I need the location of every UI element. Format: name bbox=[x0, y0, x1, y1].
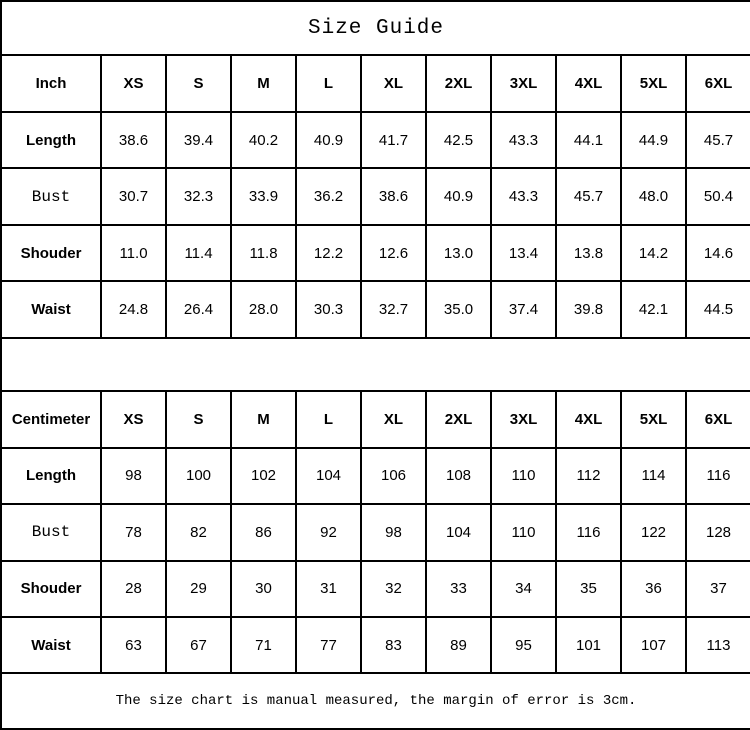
size-value-cell: 37 bbox=[686, 561, 750, 617]
size-value-cell: 14.6 bbox=[686, 225, 750, 281]
size-value-cell: 32 bbox=[361, 561, 426, 617]
size-value-cell: 29 bbox=[166, 561, 231, 617]
size-value-cell: 40.2 bbox=[231, 112, 296, 168]
size-value-cell: 104 bbox=[426, 504, 491, 560]
size-col-header-4xl: 4XL bbox=[556, 391, 621, 447]
row-label: Shouder bbox=[1, 561, 101, 617]
size-value-cell: 108 bbox=[426, 448, 491, 504]
size-value-cell: 40.9 bbox=[426, 168, 491, 224]
spacer-row bbox=[1, 338, 750, 391]
size-value-cell: 101 bbox=[556, 617, 621, 673]
size-value-cell: 40.9 bbox=[296, 112, 361, 168]
size-value-cell: 12.6 bbox=[361, 225, 426, 281]
size-value-cell: 13.0 bbox=[426, 225, 491, 281]
size-value-cell: 28 bbox=[101, 561, 166, 617]
size-value-cell: 14.2 bbox=[621, 225, 686, 281]
size-value-cell: 26.4 bbox=[166, 281, 231, 337]
size-col-header-l: L bbox=[296, 55, 361, 111]
size-value-cell: 89 bbox=[426, 617, 491, 673]
inch-header-row bbox=[1, 55, 750, 111]
row-label: Bust bbox=[1, 504, 101, 560]
size-value-cell: 106 bbox=[361, 448, 426, 504]
inch-unit-header: Inch bbox=[1, 55, 101, 111]
size-value-cell: 36.2 bbox=[296, 168, 361, 224]
size-value-cell: 30 bbox=[231, 561, 296, 617]
size-value-cell: 32.3 bbox=[166, 168, 231, 224]
size-col-header-l: L bbox=[296, 391, 361, 447]
size-col-header-5xl: 5XL bbox=[621, 391, 686, 447]
size-value-cell: 113 bbox=[686, 617, 750, 673]
size-value-cell: 39.4 bbox=[166, 112, 231, 168]
size-value-cell: 43.3 bbox=[491, 112, 556, 168]
size-value-cell: 35 bbox=[556, 561, 621, 617]
size-value-cell: 86 bbox=[231, 504, 296, 560]
size-value-cell: 67 bbox=[166, 617, 231, 673]
cm-length-row bbox=[1, 448, 750, 504]
size-col-header-2xl: 2XL bbox=[426, 391, 491, 447]
spacer-cell bbox=[1, 338, 750, 391]
size-value-cell: 102 bbox=[231, 448, 296, 504]
size-value-cell: 33.9 bbox=[231, 168, 296, 224]
size-value-cell: 43.3 bbox=[491, 168, 556, 224]
size-col-header-3xl: 3XL bbox=[491, 391, 556, 447]
size-value-cell: 24.8 bbox=[101, 281, 166, 337]
size-col-header-6xl: 6XL bbox=[686, 55, 750, 111]
size-col-header-5xl: 5XL bbox=[621, 55, 686, 111]
size-value-cell: 82 bbox=[166, 504, 231, 560]
size-value-cell: 128 bbox=[686, 504, 750, 560]
size-col-header-xs: XS bbox=[101, 55, 166, 111]
inch-length-row bbox=[1, 112, 750, 168]
size-value-cell: 42.5 bbox=[426, 112, 491, 168]
size-value-cell: 78 bbox=[101, 504, 166, 560]
size-col-header-6xl: 6XL bbox=[686, 391, 750, 447]
size-value-cell: 11.4 bbox=[166, 225, 231, 281]
size-col-header-s: S bbox=[166, 391, 231, 447]
size-value-cell: 50.4 bbox=[686, 168, 750, 224]
size-value-cell: 45.7 bbox=[686, 112, 750, 168]
inch-waist-row bbox=[1, 281, 750, 337]
size-value-cell: 112 bbox=[556, 448, 621, 504]
size-value-cell: 12.2 bbox=[296, 225, 361, 281]
size-value-cell: 95 bbox=[491, 617, 556, 673]
cm-bust-row bbox=[1, 504, 750, 560]
size-value-cell: 116 bbox=[686, 448, 750, 504]
size-value-cell: 45.7 bbox=[556, 168, 621, 224]
size-value-cell: 36 bbox=[621, 561, 686, 617]
size-value-cell: 77 bbox=[296, 617, 361, 673]
size-value-cell: 44.5 bbox=[686, 281, 750, 337]
cm-shouder-row bbox=[1, 561, 750, 617]
row-label: Length bbox=[1, 448, 101, 504]
size-col-header-xl: XL bbox=[361, 391, 426, 447]
row-label: Waist bbox=[1, 281, 101, 337]
size-col-header-s: S bbox=[166, 55, 231, 111]
size-value-cell: 13.8 bbox=[556, 225, 621, 281]
inch-bust-row bbox=[1, 168, 750, 224]
row-label: Length bbox=[1, 112, 101, 168]
size-value-cell: 116 bbox=[556, 504, 621, 560]
size-value-cell: 37.4 bbox=[491, 281, 556, 337]
size-col-header-3xl: 3XL bbox=[491, 55, 556, 111]
size-value-cell: 92 bbox=[296, 504, 361, 560]
size-value-cell: 83 bbox=[361, 617, 426, 673]
size-value-cell: 28.0 bbox=[231, 281, 296, 337]
size-value-cell: 98 bbox=[361, 504, 426, 560]
footer-row bbox=[1, 673, 750, 729]
size-value-cell: 38.6 bbox=[101, 112, 166, 168]
size-value-cell: 33 bbox=[426, 561, 491, 617]
cm-header-row bbox=[1, 391, 750, 447]
size-value-cell: 48.0 bbox=[621, 168, 686, 224]
size-value-cell: 63 bbox=[101, 617, 166, 673]
size-value-cell: 31 bbox=[296, 561, 361, 617]
size-value-cell: 38.6 bbox=[361, 168, 426, 224]
size-value-cell: 98 bbox=[101, 448, 166, 504]
size-value-cell: 41.7 bbox=[361, 112, 426, 168]
size-value-cell: 122 bbox=[621, 504, 686, 560]
size-col-header-xl: XL bbox=[361, 55, 426, 111]
size-value-cell: 114 bbox=[621, 448, 686, 504]
cm-unit-header: Centimeter bbox=[1, 391, 101, 447]
title-row bbox=[1, 1, 750, 55]
size-value-cell: 11.0 bbox=[101, 225, 166, 281]
size-value-cell: 13.4 bbox=[491, 225, 556, 281]
row-label: Waist bbox=[1, 617, 101, 673]
size-value-cell: 11.8 bbox=[231, 225, 296, 281]
footer-note: The size chart is manual measured, the margin of error is 3cm. bbox=[1, 673, 750, 729]
row-label: Shouder bbox=[1, 225, 101, 281]
cm-waist-row bbox=[1, 617, 750, 673]
size-value-cell: 100 bbox=[166, 448, 231, 504]
page-title: Size Guide bbox=[1, 1, 750, 55]
size-value-cell: 110 bbox=[491, 448, 556, 504]
size-value-cell: 107 bbox=[621, 617, 686, 673]
size-value-cell: 44.1 bbox=[556, 112, 621, 168]
size-value-cell: 44.9 bbox=[621, 112, 686, 168]
size-value-cell: 32.7 bbox=[361, 281, 426, 337]
size-col-header-m: M bbox=[231, 391, 296, 447]
size-col-header-m: M bbox=[231, 55, 296, 111]
size-value-cell: 35.0 bbox=[426, 281, 491, 337]
size-col-header-2xl: 2XL bbox=[426, 55, 491, 111]
row-label: Bust bbox=[1, 168, 101, 224]
size-col-header-4xl: 4XL bbox=[556, 55, 621, 111]
size-value-cell: 30.7 bbox=[101, 168, 166, 224]
size-value-cell: 39.8 bbox=[556, 281, 621, 337]
inch-shouder-row bbox=[1, 225, 750, 281]
size-value-cell: 42.1 bbox=[621, 281, 686, 337]
size-value-cell: 71 bbox=[231, 617, 296, 673]
size-value-cell: 104 bbox=[296, 448, 361, 504]
size-value-cell: 110 bbox=[491, 504, 556, 560]
size-col-header-xs: XS bbox=[101, 391, 166, 447]
size-value-cell: 34 bbox=[491, 561, 556, 617]
size-value-cell: 30.3 bbox=[296, 281, 361, 337]
